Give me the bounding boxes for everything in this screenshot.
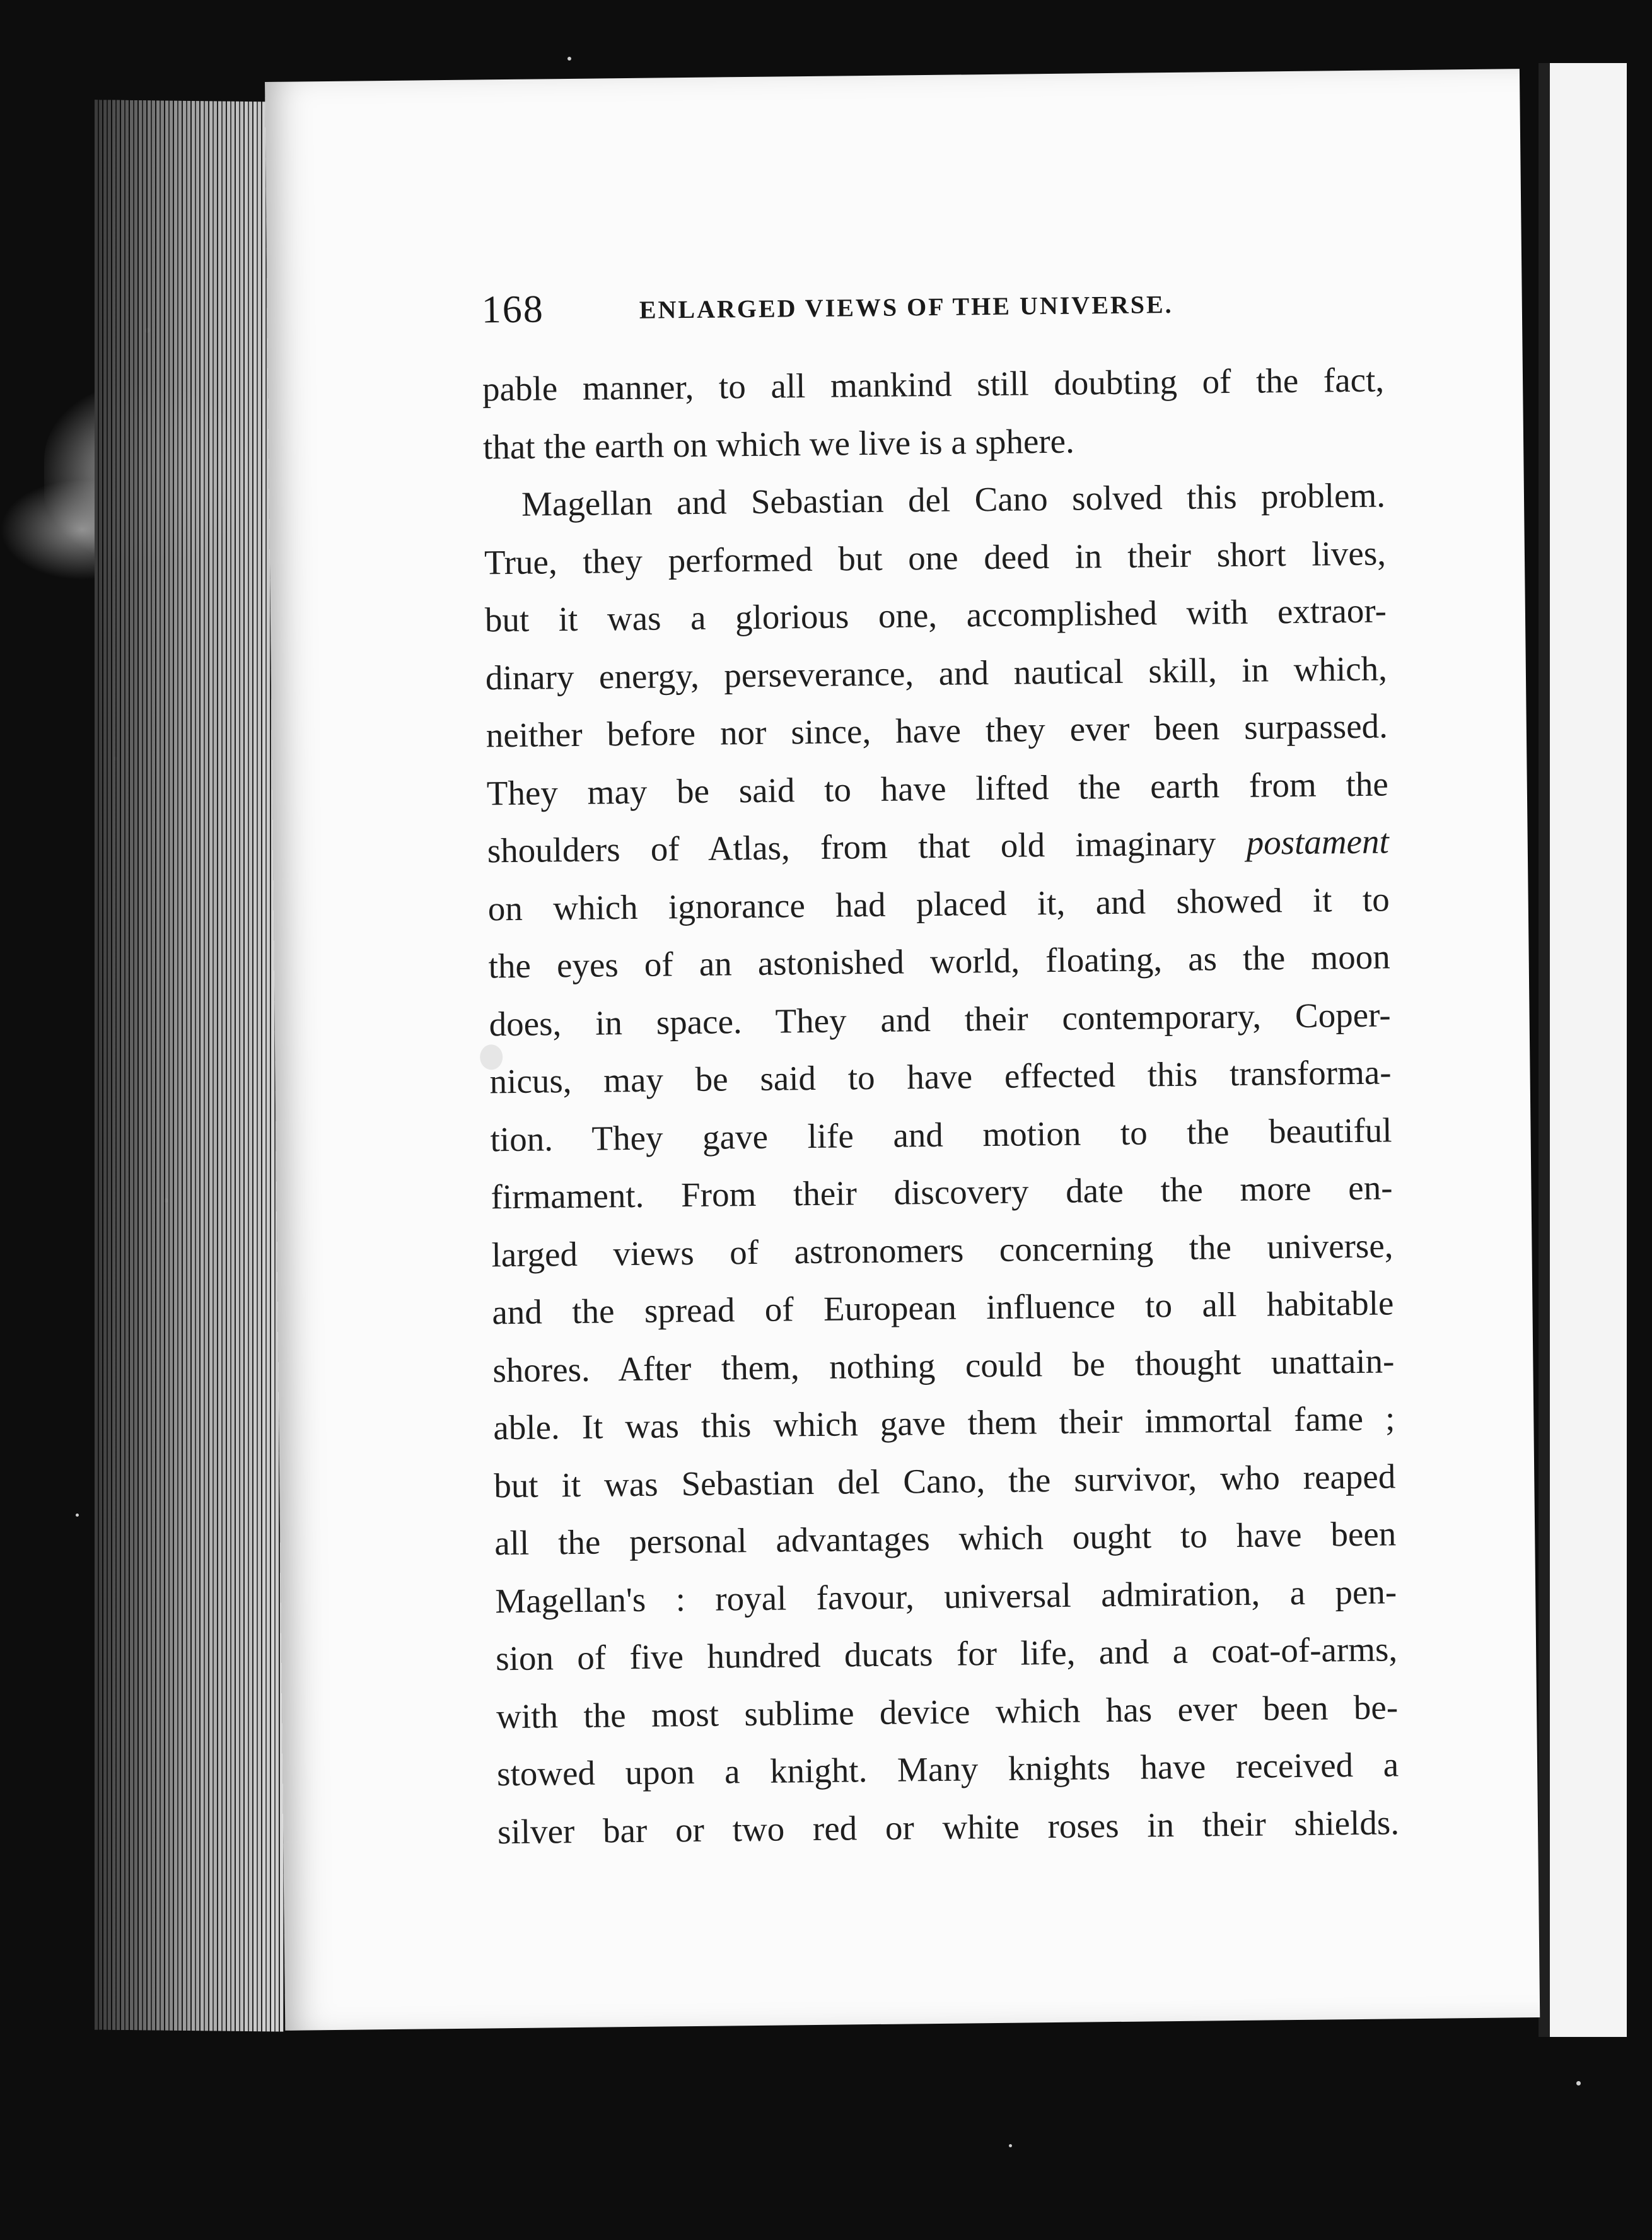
text-line: They may be said to have lifted the earth from the — [486, 764, 1389, 812]
text-line: shores. After them, nothing could be thought unattain- — [492, 1341, 1395, 1389]
text-line: able. It was this which gave them their immortal fame ; — [493, 1399, 1395, 1447]
facing-page-edge — [1539, 63, 1627, 2037]
text-line: dinary energy, perseverance, and nautical skill, in which, — [485, 648, 1388, 697]
page-header — [481, 277, 1528, 344]
text-line: larged views of astronomers concerning the universe, — [491, 1225, 1393, 1274]
text-line: the eyes of an astonished world, floating, as the moon — [488, 937, 1390, 986]
text-line: neither before nor since, have they ever been surpassed. — [486, 706, 1388, 755]
text-line: with the most sublime device which has ever been be- — [496, 1687, 1399, 1735]
text-line: stowed upon a knight. Many knights have received a — [496, 1745, 1399, 1794]
italic-word: postament — [1246, 822, 1390, 862]
page-number: 168 — [481, 288, 545, 332]
text-line: True, they performed but one deed in their short lives, — [484, 533, 1387, 581]
dust-speck — [76, 1514, 79, 1517]
text-line: pable manner, to all mankind still doubting of the fact, — [482, 360, 1385, 409]
text-line: Magellan and Sebastian del Cano solved this problem. — [521, 475, 1386, 523]
text-line: all the personal advantages which ought to have been — [494, 1514, 1397, 1563]
text-line: but it was a glorious one, accomplished with extraor- — [484, 591, 1387, 639]
dust-speck — [1009, 2144, 1012, 2147]
text-line: sion of five hundred ducats for life, and a coat-of-arms, — [495, 1630, 1398, 1678]
text-line: that the earth on which we live is a sphere. — [482, 421, 1075, 466]
dust-speck — [567, 57, 571, 61]
text-line: shoulders of Atlas, from that old imaginary — [487, 824, 1216, 870]
running-title: ENLARGED VIEWS OF THE UNIVERSE. — [639, 289, 1173, 324]
scan-border-right — [1627, 0, 1652, 2240]
text-line: tion. They gave life and motion to the beautiful — [490, 1110, 1392, 1158]
text-line: does, in space. They and their contemporary, Coper- — [489, 995, 1391, 1043]
book-page-edges-shadow — [95, 100, 284, 2031]
dust-speck — [1576, 2081, 1581, 2085]
text-line: firmament. From their discovery date the more en- — [491, 1168, 1393, 1216]
body-text — [482, 351, 1400, 1860]
text-line: and the spread of European influence to all habitable — [492, 1283, 1394, 1332]
book-page — [265, 69, 1540, 2031]
text-line: nicus, may be said to have effected this transforma- — [489, 1053, 1392, 1101]
text-line: Magellan's : royal favour, universal admiration, a pen- — [494, 1572, 1397, 1620]
text-line: silver bar or two red or white roses in their shields. — [497, 1802, 1400, 1851]
text-line: but it was Sebastian del Cano, the survivor, who reaped — [494, 1456, 1396, 1505]
text-line: on which ignorance had placed it, and showed it to — [487, 879, 1390, 928]
text-line-with-italic — [487, 812, 1389, 879]
